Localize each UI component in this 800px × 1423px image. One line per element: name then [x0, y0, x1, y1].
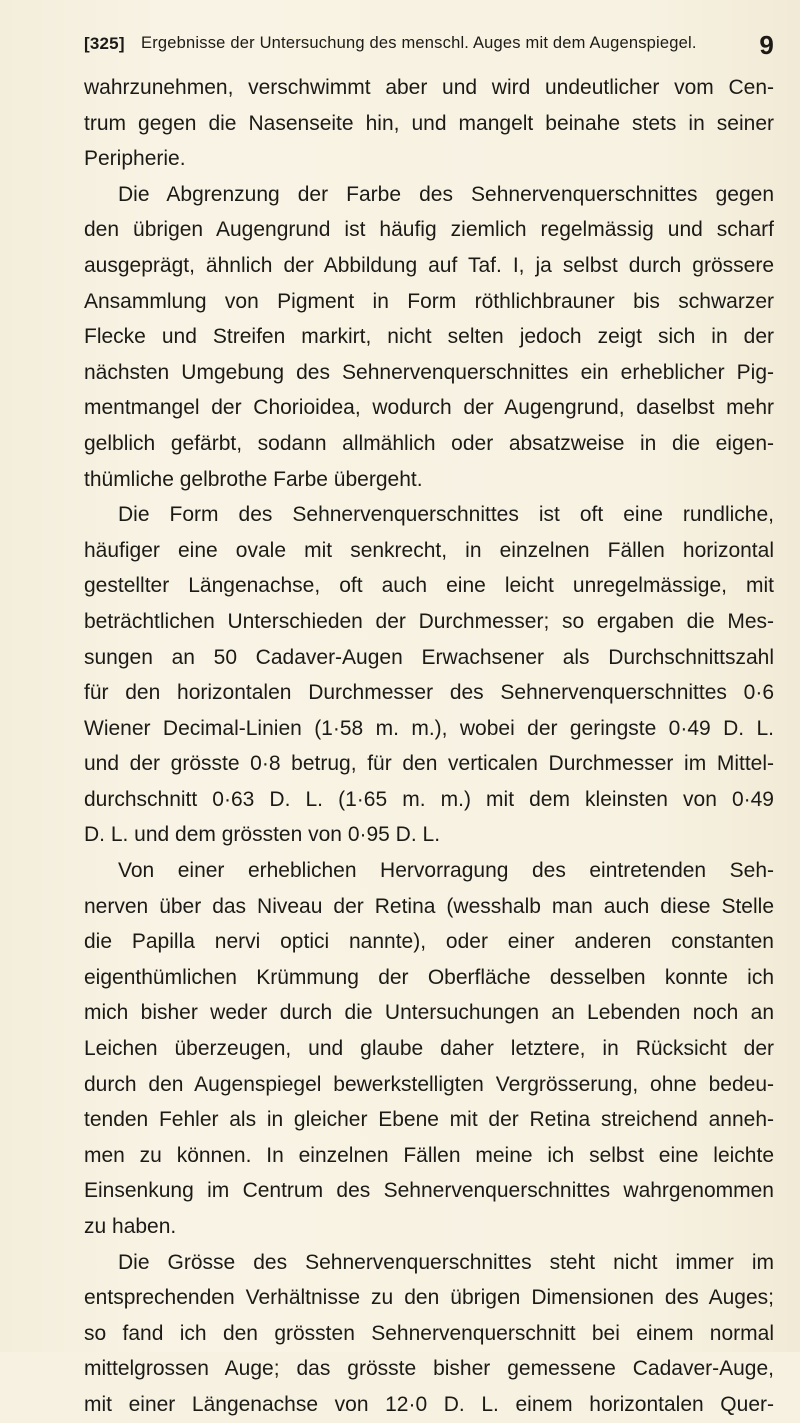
text-line: entsprechenden Verhältnisse zu den übrigen Dimensionen des Auges; [84, 1286, 774, 1310]
text-line: Ansammlung von Pigment in Form röthlichbrauner bis schwarzer [84, 289, 774, 313]
text-line: eigenthümlichen Krümmung der Oberfläche desselben konnte ich [84, 965, 774, 989]
paragraph-start-line: Die Grösse des Sehnervenquerschnittes steht nicht immer im [118, 1250, 774, 1274]
text-line: Flecke und Streifen markirt, nicht selten jedoch zeigt sich in der [84, 325, 774, 349]
text-line: und der grösste 0·8 betrug, für den verticalen Durchmesser im Mittel- [84, 752, 774, 776]
text-line: tenden Fehler als in gleicher Ebene mit der Retina streichend anneh- [84, 1108, 774, 1132]
text-line: mittelgrossen Auge; das grösste bisher gemessene Cadaver-Auge, [84, 1357, 774, 1381]
running-head [84, 30, 774, 60]
text-line: Peripherie. [84, 147, 186, 171]
text-line: die Papilla nervi optici nannte), oder einer anderen constanten [84, 930, 774, 954]
text-line: durchschnitt 0·63 D. L. (1·65 m. m.) mit dem kleinsten von 0·49 [84, 787, 774, 811]
paragraph-start-line: Von einer erheblichen Hervorragung des eintretenden Seh- [118, 859, 774, 883]
page-reference: [325] [84, 34, 125, 53]
body-text [84, 70, 774, 1423]
text-line: trum gegen die Nasenseite hin, und mangelt beinahe stets in seiner [84, 111, 774, 135]
text-line: gestellter Längenachse, oft auch eine leicht unregelmässige, mit [84, 574, 774, 598]
text-line: mit einer Längenachse von 12·0 D. L. einem horizontalen Quer- [84, 1392, 774, 1416]
text-line: häufiger eine ovale mit senkrecht, in einzelnen Fällen horizontal [84, 538, 774, 562]
text-line: so fand ich den grössten Sehnervenquerschnitt bei einem normal [84, 1321, 774, 1345]
text-line: men zu können. In einzelnen Fällen meine ich selbst eine leichte [84, 1143, 774, 1167]
text-line: D. L. und dem grössten von 0·95 D. L. [84, 823, 441, 847]
text-line: thümliche gelbrothe Farbe übergeht. [84, 467, 423, 491]
text-line: durch den Augenspiegel bewerkstelligten Vergrösserung, ohne bedeu- [84, 1072, 774, 1096]
text-line: Leichen überzeugen, und glaube daher letztere, in Rücksicht der [84, 1037, 774, 1061]
text-line: den übrigen Augengrund ist häufig ziemlich regelmässig und scharf [84, 218, 774, 242]
text-line: ausgeprägt, ähnlich der Abbildung auf Taf. I, ja selbst durch grössere [84, 253, 774, 277]
text-line: mentmangel der Chorioidea, wodurch der Augengrund, daselbst mehr [84, 396, 774, 420]
paragraph-start-line: Die Form des Sehnervenquerschnittes ist oft eine rundliche, [118, 503, 774, 527]
running-title: Ergebnisse der Untersuchung des menschl. Auges mit dem Augenspiegel. [141, 34, 697, 52]
text-line: nächsten Umgebung des Sehnervenquerschnittes ein erheblicher Pig- [84, 360, 774, 384]
text-line: für den horizontalen Durchmesser des Sehnervenquerschnittes 0·6 [84, 681, 774, 705]
text-line: gelblich gefärbt, sodann allmählich oder absatzweise in die eigen- [84, 431, 774, 455]
text-line: zu haben. [84, 1215, 177, 1238]
text-line: mich bisher weder durch die Untersuchungen an Lebenden noch an [84, 1001, 774, 1025]
text-line: sungen an 50 Cadaver-Augen Erwachsener als Durchschnittszahl [84, 645, 774, 669]
text-line: nerven über das Niveau der Retina (wesshalb man auch diese Stelle [84, 894, 774, 918]
text-line: Wiener Decimal-Linien (1·58 m. m.), wobei der geringste 0·49 D. L. [84, 716, 774, 740]
text-line: wahrzunehmen, verschwimmt aber und wird undeutlicher vom Cen- [84, 76, 774, 99]
paragraph-start-line: Die Abgrenzung der Farbe des Sehnervenquerschnittes gegen [118, 182, 774, 206]
text-line: Einsenkung im Centrum des Sehnervenquerschnittes wahrgenommen [84, 1179, 774, 1203]
page-number: 9 [759, 30, 774, 60]
text-line: beträchtlichen Unterschieden der Durchmesser; so ergaben die Mes- [84, 609, 774, 633]
